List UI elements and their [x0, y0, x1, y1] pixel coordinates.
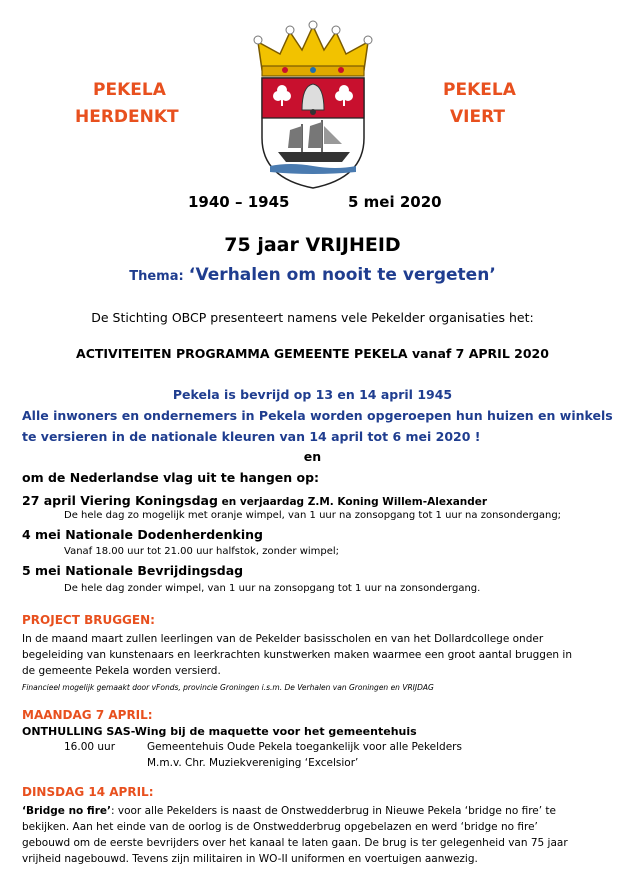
- header-right-line2: VIERT: [450, 107, 506, 127]
- monday-heading: MAANDAG 7 APRIL:: [22, 708, 153, 722]
- monday-time: 16.00 uur: [64, 741, 116, 753]
- page-title: 75 jaar VRIJHEID: [224, 234, 401, 256]
- header-right-line1: PEKELA: [443, 80, 516, 100]
- liberation-line3: te versieren in de nationale kleuren van 14 april tot 6 mei 2020 !: [22, 429, 481, 444]
- header-left-line2: HERDENKT: [75, 107, 179, 127]
- liberation-line1: Pekela is bevrijd op 13 en 14 april 1945: [172, 387, 453, 402]
- date: 5 mei 2020: [348, 193, 442, 211]
- liberation-en: en: [303, 449, 322, 464]
- tuesday-body: ‘Bridge no fire’: voor alle Pekelders is naast de Onstwedderbrug in Nieuwe Pekela ‘bridge no fire’ te bekijken. Aan het einde van de oorlog is de Onstwedderbrug opgebelazen en werd ‘bridge no fire’ gebouwd om de eerste bevrijders over het kanaal te laten gaan. De brug is ter gelegenheid van 75 jaar vrijheid nagebouwd. Tevens zijn militairen in WO-II uniformen en voertuigen aanwezig.: [22, 805, 568, 865]
- crown-icon: [254, 21, 372, 76]
- monday-desc1: Gemeentehuis Oude Pekela toegankelijk voor alle Pekelders: [147, 741, 462, 753]
- liberation-line2: Alle inwoners en ondernemers in Pekela worden opgeroepen hun huizen en winkels: [22, 408, 613, 423]
- tuesday-heading: DINSDAG 14 APRIL:: [22, 785, 154, 799]
- monday-event: ONTHULLING SAS-Wing bij de maquette voor het gemeentehuis: [22, 725, 417, 738]
- flag-item-detail: Vanaf 18.00 uur tot 21.00 uur halfstok, zonder wimpel;: [64, 546, 340, 557]
- flag-item: 5 mei Nationale Bevrijdingsdag: [22, 563, 244, 578]
- project-body: In de maand maart zullen leerlingen van de Pekelder basisscholen en van het Dollardcollege onder begeleiding van kunstenaars en leerkrachten kunstwerken maken waarmee een groot aantal bruggen in de gemeente Pekela worden versierd.: [22, 633, 572, 677]
- project-heading: PROJECT BRUGGEN:: [22, 613, 155, 627]
- coat-of-arms: [250, 20, 376, 190]
- intro: De Stichting OBCP presenteert namens vele Pekelder organisaties het:: [91, 310, 534, 325]
- theme: [0, 265, 625, 285]
- project-note: Financieel mogelijk gemaakt door vFonds, provincie Groningen i.s.m. De Verhalen van Groningen en VRIJDAG: [22, 683, 434, 692]
- years: 1940 – 1945: [188, 193, 290, 211]
- theme-text: ‘Verhalen om nooit te vergeten’: [188, 265, 496, 285]
- program-title: ACTIVITEITEN PROGRAMMA GEMEENTE PEKELA vanaf 7 APRIL 2020: [76, 346, 549, 361]
- theme-label: Thema:: [129, 269, 184, 284]
- flag-item-detail: De hele dag zonder wimpel, van 1 uur na zonsopgang tot 1 uur na zonsondergang.: [64, 583, 481, 594]
- flag-item: 27 april Viering Koningsdag en verjaardag Z.M. Koning Willem-Alexander: [22, 493, 488, 508]
- flag-intro: om de Nederlandse vlag uit te hangen op:: [22, 470, 320, 485]
- monday-desc2: M.m.v. Chr. Muziekvereniging ‘Excelsior’: [147, 757, 359, 769]
- flag-item-detail: De hele dag zo mogelijk met oranje wimpel, van 1 uur na zonsopgang tot 1 uur na zonsondergang;: [64, 510, 562, 521]
- flag-item: 4 mei Nationale Dodenherdenking: [22, 527, 263, 542]
- header-left-line1: PEKELA: [93, 80, 166, 100]
